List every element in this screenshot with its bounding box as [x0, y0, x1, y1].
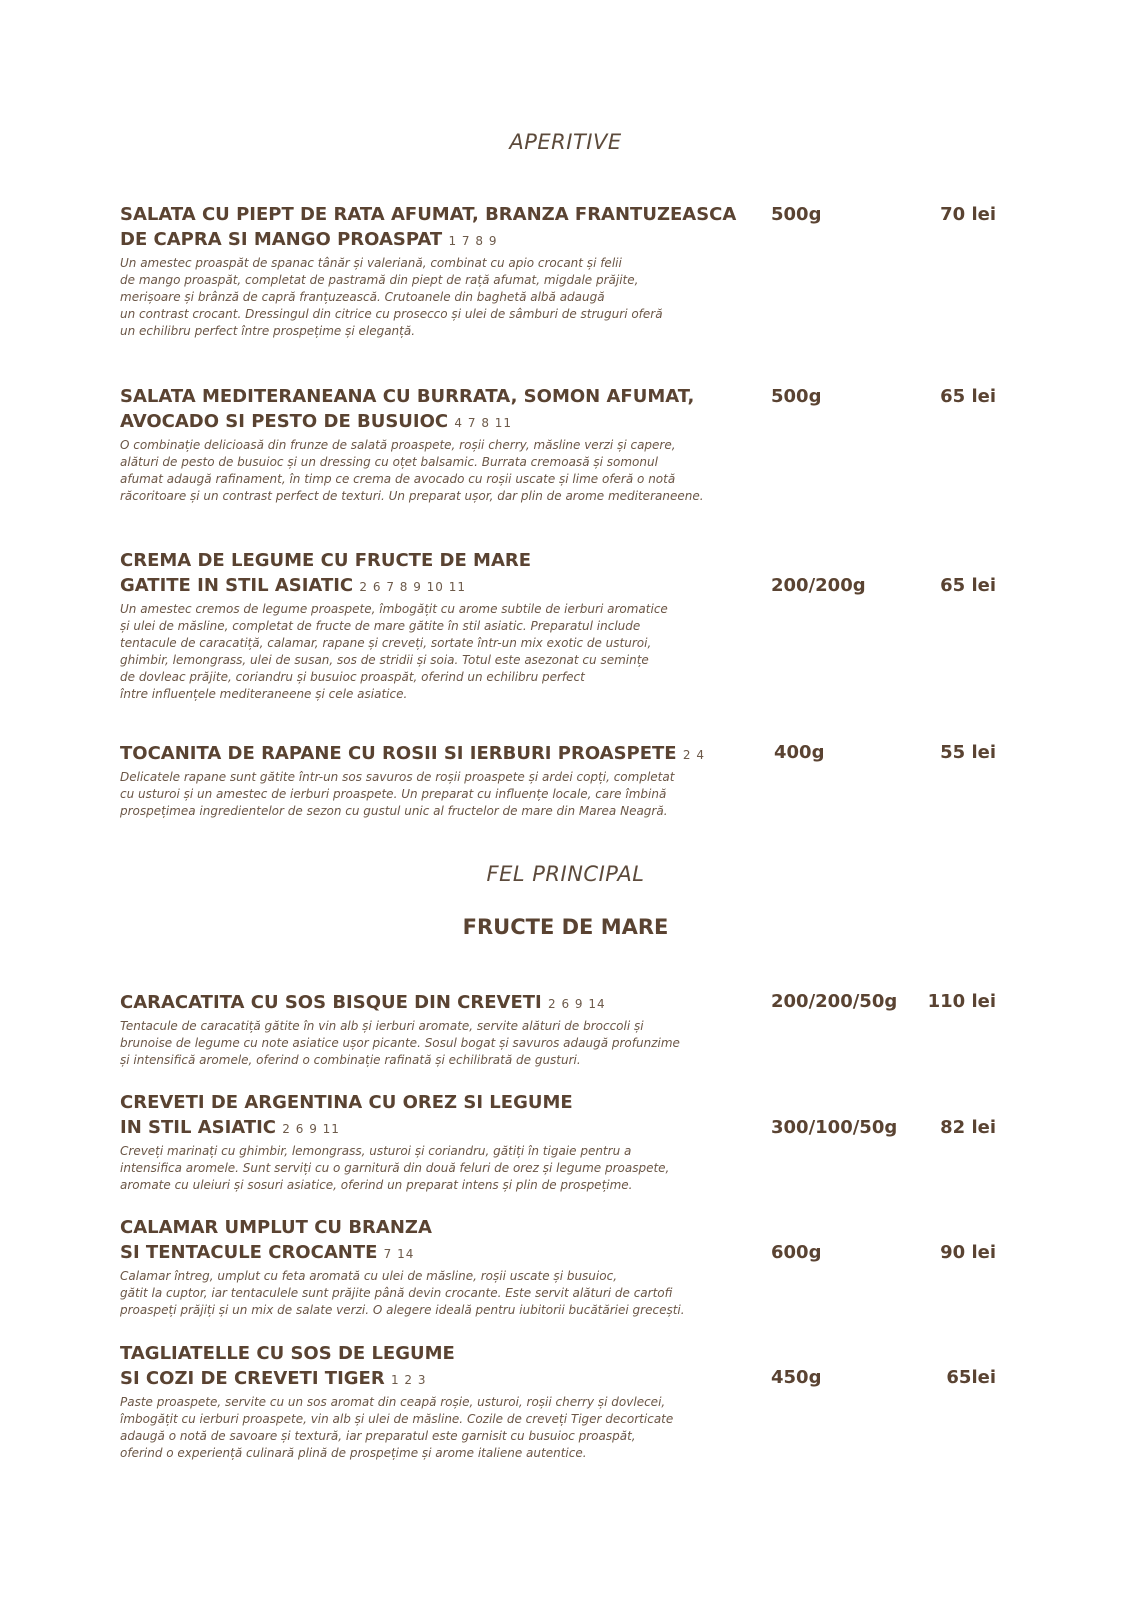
item-price: 65 lei	[940, 386, 996, 407]
item-price: 70 lei	[940, 204, 996, 225]
item-weight: 500g	[771, 386, 822, 407]
item-weight: 200/200/50g	[771, 991, 898, 1012]
menu-item	[120, 741, 760, 820]
item-weight: 400g	[774, 742, 825, 763]
item-name: SALATA MEDITERANEANA CU BURRATA, SOMON AFUMAT,	[120, 386, 695, 407]
item-name-line2	[120, 1115, 760, 1142]
item-name-part: CARACATITA CU SOS BISQUE DIN CREVETI	[120, 992, 542, 1013]
section-title-fel-principal: FEL PRINCIPAL	[486, 862, 645, 886]
item-weight: 200/200g	[771, 575, 866, 596]
item-price: 65lei	[946, 1367, 996, 1388]
item-price: 65 lei	[940, 575, 996, 596]
item-allergens: 2 4	[682, 748, 705, 762]
item-name-part: DE CAPRA SI MANGO PROASPAT	[120, 229, 443, 250]
item-name-part: GATITE IN STIL ASIATIC	[120, 575, 354, 596]
item-name: CALAMAR UMPLUT CU BRANZA	[120, 1217, 432, 1238]
item-name: TAGLIATELLE CU SOS DE LEGUME	[120, 1343, 455, 1364]
item-price: 90 lei	[940, 1242, 996, 1263]
item-name-part: AVOCADO SI PESTO DE BUSUIOC	[120, 411, 449, 432]
section-title-aperitive: APERITIVE	[509, 130, 622, 154]
item-allergens: 1 7 8 9	[448, 234, 498, 248]
menu-item	[120, 990, 760, 1069]
item-name: SALATA CU PIEPT DE RATA AFUMAT, BRANZA FRANTUZEASCA	[120, 204, 737, 225]
item-allergens: 2 6 7 8 9 10 11	[359, 580, 467, 594]
item-allergens: 1 2 3	[390, 1373, 427, 1387]
item-name: CREVETI DE ARGENTINA CU OREZ SI LEGUME	[120, 1092, 573, 1113]
item-allergens: 2 6 9 14	[548, 997, 606, 1011]
item-weight: 450g	[771, 1367, 822, 1388]
item-name-part: SI COZI DE CREVETI TIGER	[120, 1368, 385, 1389]
item-description: Paste proaspete, servite cu un sos aromat din ceapă roșie, usturoi, roșii cherry și dovlecei, îmbogățit cu ierburi proaspete, vin alb și ulei de măsline. Cozile de creveți Tiger decorticate adaugă o notă de savoare și textură, iar preparatul este garnisit cu busuioc proaspăt, oferind o experiență culinară plină de prospețime și arome italiene autentice.	[120, 1395, 674, 1460]
menu-item	[120, 1341, 760, 1462]
item-price: 82 lei	[940, 1117, 996, 1138]
item-name-part: TOCANITA DE RAPANE CU ROSII SI IERBURI PROASPETE	[120, 743, 677, 764]
menu-item	[120, 1090, 760, 1194]
item-allergens: 4 7 8 11	[454, 416, 513, 430]
item-price: 110 lei	[927, 991, 996, 1012]
item-description: Un amestec proaspăt de spanac tânăr și valeriană, combinat cu apio crocant și felii de mango proaspăt, completat de pastramă din piept de rață afumat, migdale prăjite, merișoare și brânză de capră franțuzească. Crutoanele din baghetă albă adaugă un contrast crocant. Dressingul din citrice cu prosecco și ulei de sâmburi de struguri oferă un echilibru perfect între prospețime și eleganță.	[120, 256, 663, 338]
item-weight: 500g	[771, 204, 822, 225]
item-name-part: IN STIL ASIATIC	[120, 1117, 277, 1138]
item-description: Delicatele rapane sunt gătite într-un sos savuros de roșii proaspete și ardei copți, completat cu usturoi și un amestec de ierburi proaspete. Un preparat cu influențe locale, care îmbină prospețimea ingredientelor de sezon cu gustul unic al fructelor de mare din Marea Neagră.	[120, 770, 675, 818]
menu-item	[120, 1215, 760, 1319]
item-description: Calamar întreg, umplut cu feta aromată cu ulei de măsline, roșii uscate și busuioc, gătit la cuptor, iar tentaculele sunt prăjite până devin crocante. Este servit alături de cartofi proaspeți prăjiți și un mix de salate verzi. O alegere ideală pentru iubitorii bucătăriei grecești.	[120, 1269, 685, 1317]
item-description: Un amestec cremos de legume proaspete, îmbogățit cu arome subtile de ierburi aromatice și ulei de măsline, completat de fructe de mare gătite în stil asiatic. Preparatul include tentacule de caracatiță, calamar, rapane și creveți, sortate într-un mix exotic de usturoi, ghimbir, lemongrass, ulei de susan, sos de stridii și soia. Totul este asezonat cu semințe de dovleac prăjite, coriandru și busuioc proaspăt, oferind un echilibru perfect între influențele mediteraneene și cele asiatice.	[120, 602, 668, 701]
item-name: CREMA DE LEGUME CU FRUCTE DE MARE	[120, 550, 532, 571]
item-description: Creveți marinați cu ghimbir, lemongrass, usturoi și coriandru, gătiți în tigaie pentru a intensifica aromele. Sunt serviți cu o garnitură din două feluri de orez și legume proaspete, aromate cu uleiuri și sosuri asiatice, oferind un preparat intens și plin de prospețime.	[120, 1144, 670, 1192]
item-allergens: 2 6 9 11	[282, 1122, 340, 1136]
item-name-line2	[120, 573, 760, 600]
subsection-title-fructe-de-mare: FRUCTE DE MARE	[462, 915, 669, 939]
menu-item	[120, 384, 760, 505]
item-name-line2	[120, 227, 760, 254]
menu-item	[120, 202, 760, 340]
item-weight: 300/100/50g	[771, 1117, 898, 1138]
item-description: Tentacule de caracatiță gătite în vin alb și ierburi aromate, servite alături de broccoli și brunoise de legume cu note asiatice ușor picante. Sosul bogat și savuros adaugă profunzime și intensifică aromele, oferind o combinație rafinată și echilibrată de gusturi.	[120, 1019, 680, 1067]
item-name-line2	[120, 1366, 760, 1393]
item-name	[120, 990, 760, 1017]
item-description: O combinație delicioasă din frunze de salată proaspete, roșii cherry, măsline verzi și capere, alături de pesto de busuioc și un dressing cu oțet balsamic. Burrata cremoasă și somonul afumat adaugă rafinament, în timp ce crema de avocado cu roșii uscate și lime oferă o notă răcoritoare și un contrast perfect de texturi. Un preparat ușor, dar plin de arome mediteraneene.	[120, 438, 704, 503]
menu-item	[120, 548, 760, 703]
item-name-part: SI TENTACULE CROCANTE	[120, 1242, 378, 1263]
item-name-line2	[120, 409, 760, 436]
item-name-line2	[120, 1240, 760, 1267]
item-weight: 600g	[771, 1242, 822, 1263]
item-price: 55 lei	[940, 742, 996, 763]
item-name	[120, 741, 760, 768]
item-allergens: 7 14	[383, 1247, 415, 1261]
